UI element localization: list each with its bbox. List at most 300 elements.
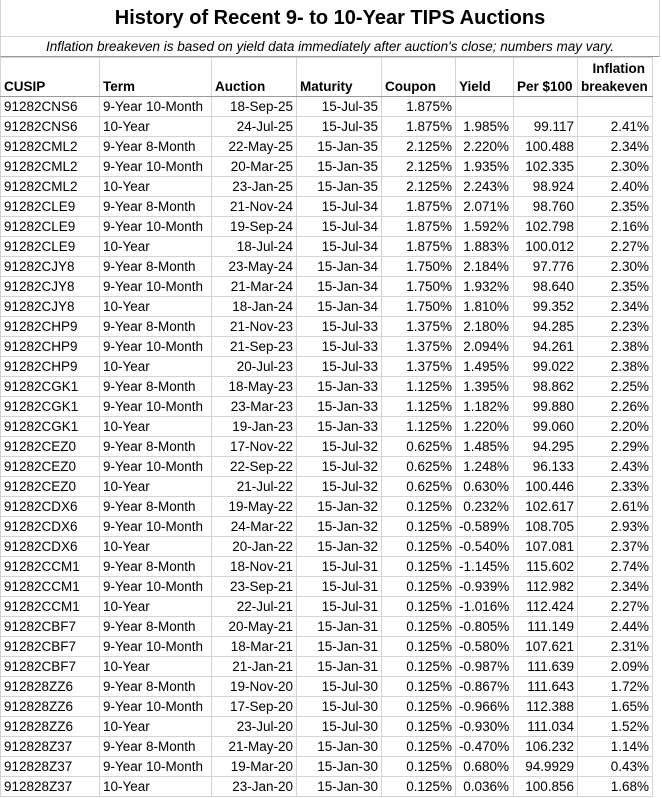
cell-maturity: 15-Jul-32	[297, 457, 382, 477]
cell-term: 10-Year	[100, 477, 212, 497]
cell-per-100: 97.776	[514, 257, 578, 277]
cell-per-100: 96.133	[514, 457, 578, 477]
cell-yield: 0.680%	[456, 757, 514, 777]
cell-cusip: 91282CML2	[1, 177, 100, 197]
cell-cusip: 91282CJY8	[1, 257, 100, 277]
table-row	[1, 217, 653, 237]
cell-term: 9-Year 10-Month	[100, 457, 212, 477]
cell-term: 9-Year 10-Month	[100, 637, 212, 657]
cell-per-100: 111.643	[514, 677, 578, 697]
cell-yield: 1.485%	[456, 437, 514, 457]
col-header-cusip: CUSIP	[1, 58, 100, 97]
table-row	[1, 97, 653, 117]
cell-per-100: 111.034	[514, 717, 578, 737]
cell-inflation-breakeven: 2.27%	[578, 597, 653, 617]
cell-yield: 2.071%	[456, 197, 514, 217]
cell-maturity: 15-Jan-34	[297, 297, 382, 317]
cell-term: 10-Year	[100, 357, 212, 377]
cell-yield: -0.470%	[456, 737, 514, 757]
cell-per-100: 94.261	[514, 337, 578, 357]
table-row	[1, 157, 653, 177]
cell-per-100: 100.488	[514, 137, 578, 157]
table-row	[1, 637, 653, 657]
cell-yield: 1.182%	[456, 397, 514, 417]
cell-auction: 22-May-25	[212, 137, 297, 157]
table-row	[1, 737, 653, 757]
cell-per-100: 99.022	[514, 357, 578, 377]
cell-cusip: 91282CJY8	[1, 277, 100, 297]
cell-coupon: 0.125%	[382, 497, 456, 517]
table-row	[1, 477, 653, 497]
cell-auction: 21-May-20	[212, 737, 297, 757]
cell-inflation-breakeven: 2.35%	[578, 197, 653, 217]
cell-yield: -0.966%	[456, 697, 514, 717]
cell-inflation-breakeven: 2.34%	[578, 297, 653, 317]
cell-term: 9-Year 10-Month	[100, 217, 212, 237]
cell-cusip: 91282CLE9	[1, 217, 100, 237]
cell-cusip: 91282CNS6	[1, 97, 100, 117]
cell-per-100: 106.232	[514, 737, 578, 757]
cell-per-100: 99.352	[514, 297, 578, 317]
cell-yield: -0.580%	[456, 637, 514, 657]
table-body	[1, 97, 653, 797]
cell-term: 10-Year	[100, 417, 212, 437]
table-row	[1, 277, 653, 297]
cell-coupon: 0.125%	[382, 657, 456, 677]
table-row	[1, 177, 653, 197]
cell-maturity: 15-Jan-30	[297, 737, 382, 757]
cell-inflation-breakeven: 1.68%	[578, 777, 653, 797]
cell-maturity: 15-Jul-33	[297, 317, 382, 337]
cell-coupon: 0.125%	[382, 557, 456, 577]
cell-term: 9-Year 8-Month	[100, 737, 212, 757]
cell-yield: -0.540%	[456, 537, 514, 557]
cell-inflation-breakeven: 2.93%	[578, 517, 653, 537]
cell-term: 9-Year 8-Month	[100, 257, 212, 277]
cell-cusip: 91282CBF7	[1, 617, 100, 637]
cell-coupon: 1.875%	[382, 117, 456, 137]
cell-yield: 2.243%	[456, 177, 514, 197]
table-row	[1, 257, 653, 277]
table-row	[1, 697, 653, 717]
cell-cusip: 91282CNS6	[1, 117, 100, 137]
cell-auction: 19-Mar-20	[212, 757, 297, 777]
cell-maturity: 15-Jul-32	[297, 477, 382, 497]
cell-yield: 1.932%	[456, 277, 514, 297]
table-row	[1, 517, 653, 537]
cell-inflation-breakeven: 1.72%	[578, 677, 653, 697]
cell-maturity: 15-Jan-34	[297, 257, 382, 277]
cell-coupon: 1.875%	[382, 217, 456, 237]
table-row	[1, 437, 653, 457]
cell-coupon: 0.125%	[382, 737, 456, 757]
table-row	[1, 557, 653, 577]
table-row	[1, 777, 653, 797]
cell-per-100: 112.424	[514, 597, 578, 617]
cell-per-100: 94.285	[514, 317, 578, 337]
cell-term: 9-Year 8-Month	[100, 377, 212, 397]
cell-yield: 1.810%	[456, 297, 514, 317]
cell-maturity: 15-Jan-32	[297, 517, 382, 537]
cell-inflation-breakeven: 2.74%	[578, 557, 653, 577]
cell-coupon: 1.750%	[382, 297, 456, 317]
cell-coupon: 1.125%	[382, 417, 456, 437]
col-header-yield: Yield	[456, 58, 514, 97]
cell-cusip: 912828ZZ6	[1, 717, 100, 737]
cell-auction: 19-Nov-20	[212, 677, 297, 697]
table-row	[1, 497, 653, 517]
cell-yield: -0.867%	[456, 677, 514, 697]
table-row	[1, 537, 653, 557]
cell-inflation-breakeven: 2.27%	[578, 237, 653, 257]
cell-maturity: 15-Jul-34	[297, 217, 382, 237]
col-header-term: Term	[100, 58, 212, 97]
cell-auction: 18-Mar-21	[212, 637, 297, 657]
cell-per-100: 112.388	[514, 697, 578, 717]
cell-yield: -1.145%	[456, 557, 514, 577]
cell-yield: 1.395%	[456, 377, 514, 397]
cell-maturity: 15-Jan-33	[297, 417, 382, 437]
cell-per-100: 94.9929	[514, 757, 578, 777]
cell-cusip: 91282CCM1	[1, 577, 100, 597]
cell-per-100: 112.982	[514, 577, 578, 597]
cell-term: 9-Year 8-Month	[100, 197, 212, 217]
header-row	[1, 58, 653, 97]
cell-auction: 19-Jan-23	[212, 417, 297, 437]
cell-maturity: 15-Jan-31	[297, 657, 382, 677]
cell-auction: 24-Mar-22	[212, 517, 297, 537]
tips-auction-table	[0, 57, 653, 797]
cell-per-100: 102.798	[514, 217, 578, 237]
cell-per-100: 100.012	[514, 237, 578, 257]
cell-cusip: 91282CBF7	[1, 637, 100, 657]
cell-cusip: 912828Z37	[1, 777, 100, 797]
cell-auction: 18-Sep-25	[212, 97, 297, 117]
table-row	[1, 137, 653, 157]
cell-inflation-breakeven: 2.30%	[578, 257, 653, 277]
cell-yield	[456, 97, 514, 117]
cell-cusip: 91282CGK1	[1, 397, 100, 417]
cell-coupon: 2.125%	[382, 177, 456, 197]
cell-yield: -0.589%	[456, 517, 514, 537]
cell-coupon: 1.875%	[382, 97, 456, 117]
cell-inflation-breakeven: 2.44%	[578, 617, 653, 637]
cell-inflation-breakeven: 2.61%	[578, 497, 653, 517]
cell-term: 9-Year 10-Month	[100, 517, 212, 537]
cell-term: 10-Year	[100, 777, 212, 797]
cell-coupon: 0.625%	[382, 437, 456, 457]
cell-auction: 18-Nov-21	[212, 557, 297, 577]
cell-maturity: 15-Jul-34	[297, 197, 382, 217]
cell-term: 9-Year 8-Month	[100, 677, 212, 697]
cell-maturity: 15-Jul-34	[297, 237, 382, 257]
table-row	[1, 577, 653, 597]
cell-inflation-breakeven: 1.52%	[578, 717, 653, 737]
cell-inflation-breakeven: 2.34%	[578, 137, 653, 157]
cell-yield: -0.987%	[456, 657, 514, 677]
table-row	[1, 397, 653, 417]
cell-term: 9-Year 10-Month	[100, 337, 212, 357]
table-row	[1, 757, 653, 777]
cell-per-100: 98.760	[514, 197, 578, 217]
cell-coupon: 2.125%	[382, 137, 456, 157]
cell-per-100	[514, 97, 578, 117]
cell-auction: 20-Jan-22	[212, 537, 297, 557]
cell-term: 10-Year	[100, 237, 212, 257]
cell-auction: 21-Jul-22	[212, 477, 297, 497]
cell-per-100: 102.617	[514, 497, 578, 517]
cell-yield: 2.094%	[456, 337, 514, 357]
table-row	[1, 237, 653, 257]
cell-term: 9-Year 8-Month	[100, 317, 212, 337]
cell-maturity: 15-Jan-31	[297, 617, 382, 637]
cell-cusip: 91282CGK1	[1, 377, 100, 397]
cell-term: 10-Year	[100, 597, 212, 617]
cell-per-100: 111.639	[514, 657, 578, 677]
cell-cusip: 91282CHP9	[1, 337, 100, 357]
cell-yield: 2.184%	[456, 257, 514, 277]
cell-coupon: 1.875%	[382, 197, 456, 217]
cell-auction: 19-Sep-24	[212, 217, 297, 237]
cell-cusip: 91282CDX6	[1, 497, 100, 517]
cell-yield: 0.036%	[456, 777, 514, 797]
cell-per-100: 107.081	[514, 537, 578, 557]
cell-inflation-breakeven	[578, 97, 653, 117]
cell-maturity: 15-Jan-35	[297, 177, 382, 197]
col-header-maturity: Maturity	[297, 58, 382, 97]
cell-maturity: 15-Jan-30	[297, 757, 382, 777]
cell-maturity: 15-Jan-35	[297, 137, 382, 157]
cell-per-100: 115.602	[514, 557, 578, 577]
cell-inflation-breakeven: 2.33%	[578, 477, 653, 497]
table-row	[1, 657, 653, 677]
cell-maturity: 15-Jan-33	[297, 397, 382, 417]
cell-auction: 23-Jan-20	[212, 777, 297, 797]
cell-maturity: 15-Jul-31	[297, 577, 382, 597]
cell-auction: 23-Jan-25	[212, 177, 297, 197]
cell-maturity: 15-Jan-32	[297, 497, 382, 517]
table-row	[1, 337, 653, 357]
cell-inflation-breakeven: 0.43%	[578, 757, 653, 777]
cell-auction: 21-Sep-23	[212, 337, 297, 357]
cell-cusip: 91282CEZ0	[1, 437, 100, 457]
cell-inflation-breakeven: 2.20%	[578, 417, 653, 437]
cell-auction: 23-May-24	[212, 257, 297, 277]
cell-inflation-breakeven: 2.43%	[578, 457, 653, 477]
cell-auction: 18-May-23	[212, 377, 297, 397]
cell-coupon: 1.375%	[382, 317, 456, 337]
cell-cusip: 91282CML2	[1, 157, 100, 177]
cell-cusip: 912828ZZ6	[1, 697, 100, 717]
table-row	[1, 377, 653, 397]
cell-auction: 17-Sep-20	[212, 697, 297, 717]
cell-auction: 20-Jul-23	[212, 357, 297, 377]
cell-cusip: 912828ZZ6	[1, 677, 100, 697]
col-header-inflation-breakeven: Inflation breakeven	[578, 58, 653, 97]
cell-coupon: 0.125%	[382, 517, 456, 537]
cell-term: 9-Year 8-Month	[100, 617, 212, 637]
cell-maturity: 15-Jul-30	[297, 677, 382, 697]
cell-term: 10-Year	[100, 717, 212, 737]
table-row	[1, 457, 653, 477]
cell-coupon: 0.625%	[382, 457, 456, 477]
cell-yield: 2.180%	[456, 317, 514, 337]
cell-inflation-breakeven: 2.29%	[578, 437, 653, 457]
cell-yield: 1.248%	[456, 457, 514, 477]
cell-per-100: 107.621	[514, 637, 578, 657]
table-row	[1, 197, 653, 217]
table-row	[1, 317, 653, 337]
cell-maturity: 15-Jul-35	[297, 117, 382, 137]
cell-auction: 21-Nov-24	[212, 197, 297, 217]
cell-per-100: 99.880	[514, 397, 578, 417]
cell-maturity: 15-Jul-33	[297, 337, 382, 357]
table-row	[1, 597, 653, 617]
cell-coupon: 0.125%	[382, 577, 456, 597]
cell-per-100: 102.335	[514, 157, 578, 177]
table-row	[1, 417, 653, 437]
cell-cusip: 91282CDX6	[1, 537, 100, 557]
cell-cusip: 91282CDX6	[1, 517, 100, 537]
cell-auction: 21-Mar-24	[212, 277, 297, 297]
table-row	[1, 297, 653, 317]
cell-maturity: 15-Jul-33	[297, 357, 382, 377]
cell-term: 9-Year 8-Month	[100, 497, 212, 517]
cell-maturity: 15-Jul-35	[297, 97, 382, 117]
cell-maturity: 15-Jul-31	[297, 557, 382, 577]
cell-auction: 21-Jan-21	[212, 657, 297, 677]
cell-term: 9-Year 8-Month	[100, 437, 212, 457]
cell-per-100: 111.149	[514, 617, 578, 637]
cell-auction: 23-Mar-23	[212, 397, 297, 417]
cell-inflation-breakeven: 2.34%	[578, 577, 653, 597]
cell-maturity: 15-Jan-34	[297, 277, 382, 297]
cell-term: 10-Year	[100, 537, 212, 557]
cell-coupon: 1.750%	[382, 277, 456, 297]
cell-coupon: 0.125%	[382, 597, 456, 617]
cell-cusip: 91282CML2	[1, 137, 100, 157]
table-row	[1, 717, 653, 737]
table-row	[1, 617, 653, 637]
cell-cusip: 91282CBF7	[1, 657, 100, 677]
cell-maturity: 15-Jul-30	[297, 697, 382, 717]
sheet-title: History of Recent 9- to 10-Year TIPS Auctions	[0, 0, 660, 36]
cell-maturity: 15-Jan-32	[297, 537, 382, 557]
cell-inflation-breakeven: 2.30%	[578, 157, 653, 177]
cell-coupon: 0.125%	[382, 537, 456, 557]
cell-maturity: 15-Jan-33	[297, 377, 382, 397]
cell-yield: 0.232%	[456, 497, 514, 517]
cell-term: 9-Year 10-Month	[100, 577, 212, 597]
cell-coupon: 0.125%	[382, 777, 456, 797]
cell-term: 9-Year 10-Month	[100, 277, 212, 297]
cell-inflation-breakeven: 2.26%	[578, 397, 653, 417]
cell-coupon: 1.875%	[382, 237, 456, 257]
cell-inflation-breakeven: 2.37%	[578, 537, 653, 557]
cell-coupon: 1.375%	[382, 357, 456, 377]
table-row	[1, 117, 653, 137]
cell-per-100: 99.060	[514, 417, 578, 437]
cell-cusip: 91282CLE9	[1, 237, 100, 257]
cell-inflation-breakeven: 2.38%	[578, 337, 653, 357]
cell-coupon: 2.125%	[382, 157, 456, 177]
cell-coupon: 0.125%	[382, 617, 456, 637]
cell-yield: -1.016%	[456, 597, 514, 617]
cell-cusip: 91282CGK1	[1, 417, 100, 437]
cell-cusip: 91282CCM1	[1, 557, 100, 577]
cell-coupon: 1.375%	[382, 337, 456, 357]
cell-auction: 18-Jan-24	[212, 297, 297, 317]
cell-yield: 2.220%	[456, 137, 514, 157]
cell-maturity: 15-Jul-31	[297, 597, 382, 617]
cell-cusip: 91282CLE9	[1, 197, 100, 217]
cell-inflation-breakeven: 2.16%	[578, 217, 653, 237]
cell-coupon: 0.125%	[382, 697, 456, 717]
cell-cusip: 91282CHP9	[1, 317, 100, 337]
cell-inflation-breakeven: 2.09%	[578, 657, 653, 677]
sheet-subtitle: Inflation breakeven is based on yield data immediately after auction's close; numbers may vary.	[0, 36, 660, 57]
cell-auction: 24-Jul-25	[212, 117, 297, 137]
cell-maturity: 15-Jan-30	[297, 777, 382, 797]
cell-per-100: 98.640	[514, 277, 578, 297]
cell-cusip: 91282CHP9	[1, 357, 100, 377]
cell-auction: 20-May-21	[212, 617, 297, 637]
cell-inflation-breakeven: 2.41%	[578, 117, 653, 137]
cell-auction: 23-Sep-21	[212, 577, 297, 597]
cell-inflation-breakeven: 2.23%	[578, 317, 653, 337]
col-header-coupon: Coupon	[382, 58, 456, 97]
cell-auction: 20-Mar-25	[212, 157, 297, 177]
cell-auction: 22-Sep-22	[212, 457, 297, 477]
cell-coupon: 0.125%	[382, 637, 456, 657]
cell-auction: 18-Jul-24	[212, 237, 297, 257]
cell-coupon: 1.750%	[382, 257, 456, 277]
cell-per-100: 99.117	[514, 117, 578, 137]
cell-per-100: 100.856	[514, 777, 578, 797]
cell-inflation-breakeven: 1.65%	[578, 697, 653, 717]
cell-term: 9-Year 10-Month	[100, 697, 212, 717]
cell-term: 9-Year 10-Month	[100, 97, 212, 117]
cell-inflation-breakeven: 2.25%	[578, 377, 653, 397]
cell-maturity: 15-Jan-35	[297, 157, 382, 177]
cell-cusip: 912828Z37	[1, 757, 100, 777]
cell-yield: 1.985%	[456, 117, 514, 137]
cell-coupon: 0.125%	[382, 677, 456, 697]
col-header-auction: Auction	[212, 58, 297, 97]
cell-term: 9-Year 10-Month	[100, 397, 212, 417]
cell-per-100: 98.862	[514, 377, 578, 397]
cell-coupon: 0.625%	[382, 477, 456, 497]
cell-inflation-breakeven: 2.35%	[578, 277, 653, 297]
cell-auction: 21-Nov-23	[212, 317, 297, 337]
col-header-per-100: Per $100	[514, 58, 578, 97]
cell-yield: -0.939%	[456, 577, 514, 597]
cell-inflation-breakeven: 2.31%	[578, 637, 653, 657]
cell-cusip: 91282CJY8	[1, 297, 100, 317]
cell-per-100: 100.446	[514, 477, 578, 497]
cell-maturity: 15-Jul-32	[297, 437, 382, 457]
cell-yield: -0.805%	[456, 617, 514, 637]
cell-term: 9-Year 8-Month	[100, 137, 212, 157]
cell-term: 9-Year 8-Month	[100, 557, 212, 577]
cell-term: 9-Year 10-Month	[100, 157, 212, 177]
cell-cusip: 91282CEZ0	[1, 457, 100, 477]
cell-term: 10-Year	[100, 177, 212, 197]
cell-inflation-breakeven: 1.14%	[578, 737, 653, 757]
cell-inflation-breakeven: 2.40%	[578, 177, 653, 197]
cell-auction: 19-May-22	[212, 497, 297, 517]
cell-yield: 1.495%	[456, 357, 514, 377]
